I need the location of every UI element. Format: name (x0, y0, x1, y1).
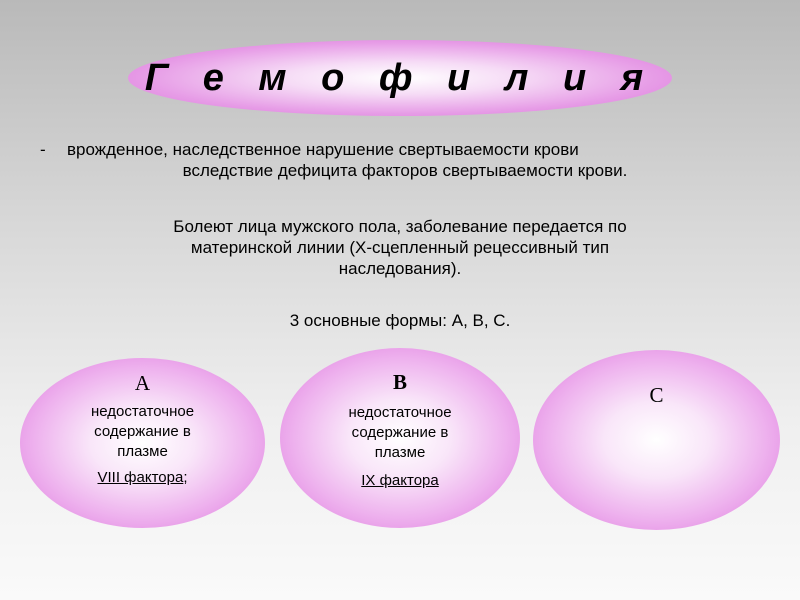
definition-line-2: вследствие дефицита факторов свертываемости крови. (182, 161, 628, 180)
inheritance-paragraph (80, 216, 720, 279)
bullet-dash: - (40, 140, 46, 159)
form-a-line-3: плазме (117, 443, 168, 460)
form-b-oval (280, 348, 520, 528)
form-a-letter: А (134, 371, 151, 395)
form-a-suffix: ; (183, 469, 188, 486)
form-b-factor: IX фактора (361, 472, 439, 489)
form-c-letter: С (649, 383, 664, 407)
title-banner (128, 40, 672, 116)
inheritance-line-1: Болеют лица мужского пола, заболевание передается по (173, 217, 627, 236)
form-c-oval (533, 350, 780, 530)
form-a-line-1: недостаточное (90, 403, 195, 420)
inheritance-line-2: материнской линии (Х-сцепленный рецессивный тип (190, 238, 610, 257)
form-b-letter: В (392, 370, 407, 394)
form-a-factor: VIII фактора (97, 469, 184, 486)
form-a-line-2: содержание в (94, 423, 191, 440)
form-a-oval (20, 358, 265, 528)
form-b-line-1: недостаточное (348, 404, 452, 421)
definition-paragraph (40, 139, 760, 181)
definition-line-1: врожденное, наследственное нарушение свертываемости крови (67, 140, 579, 159)
forms-summary: 3 основные формы: А, В, С. (289, 311, 511, 330)
page-title: Г е м о ф и л и я (144, 56, 656, 99)
form-b-line-2: содержание в (351, 424, 449, 441)
inheritance-line-3: наследования). (338, 259, 462, 278)
form-b-line-3: плазме (374, 444, 426, 461)
